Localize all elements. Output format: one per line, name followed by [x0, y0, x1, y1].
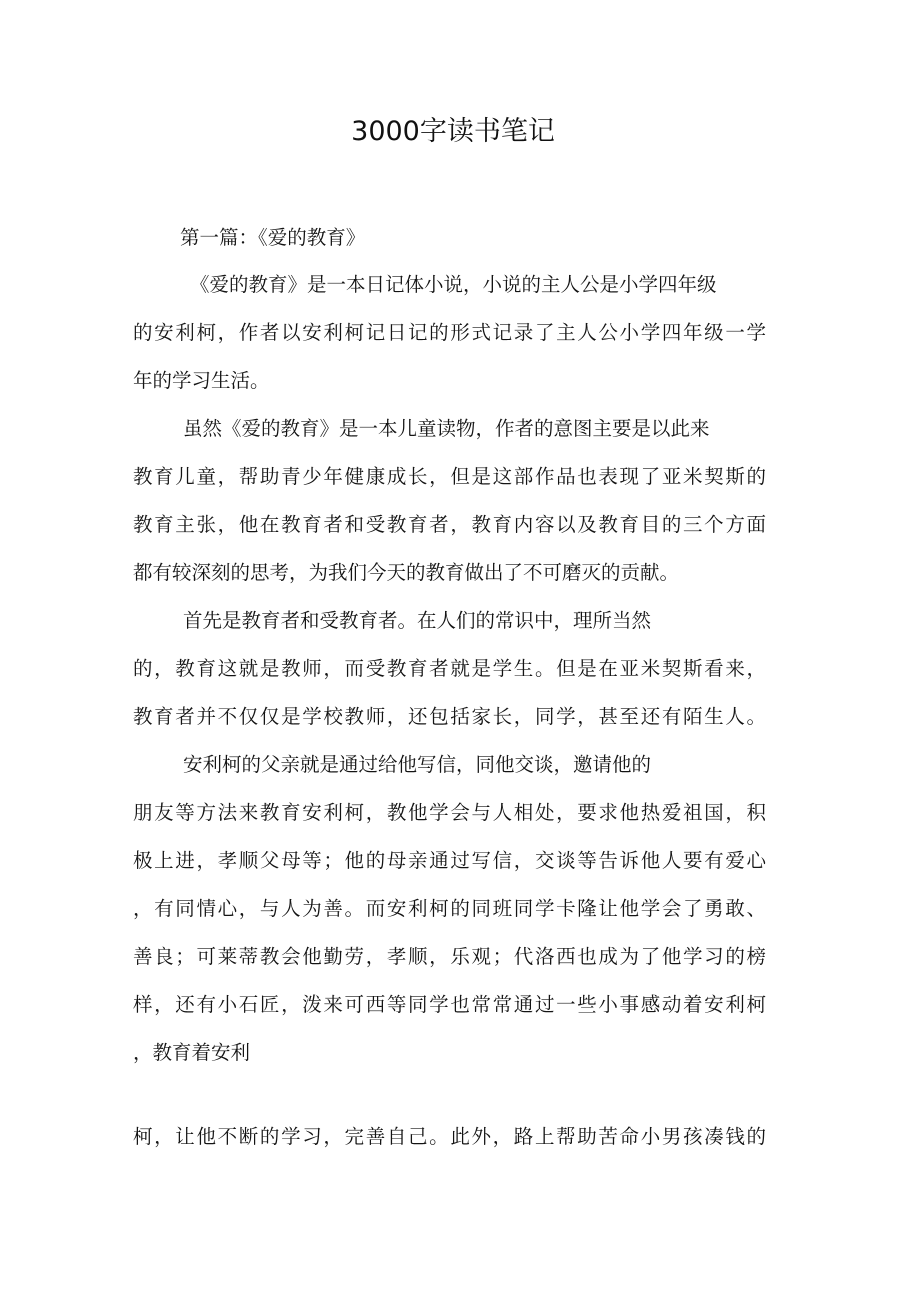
paragraph-line: 都有较深刻的思考，为我们今天的教育做出了不可磨灭的贡献。: [133, 561, 680, 584]
section-heading: 第一篇：《爱的教育》: [180, 226, 366, 249]
paragraph-line: ，有同情心，与人为善。而安利柯的同班同学卡隆让他学会了勇敢、: [133, 897, 766, 920]
paragraph-line: 安利柯的父亲就是通过给他写信，同他交谈，邀请他的: [183, 753, 652, 776]
paragraph-line: ，教育着安利: [133, 1041, 251, 1064]
paragraph-line: 教育主张，他在教育者和受教育者，教育内容以及教育目的三个方面: [133, 513, 766, 536]
paragraph-line: 的，教育这就是教师，而受教育者就是学生。但是在亚米契斯看来，: [133, 657, 766, 680]
paragraph-line: 年的学习生活。: [133, 369, 270, 392]
paragraph-line: 样，还有小石匠，泼来可西等同学也常常通过一些小事感动着安利柯: [133, 993, 766, 1016]
paragraph-line: 虽然《爱的教育》是一本儿童读物，作者的意图主要是以此来: [183, 417, 710, 440]
paragraph-line: 教育者并不仅仅是学校教师，还包括家长，同学，甚至还有陌生人。: [133, 705, 766, 728]
paragraph-line: 教育儿童，帮助青少年健康成长，但是这部作品也表现了亚米契斯的: [133, 465, 766, 488]
paragraph-line: 《爱的教育》是一本日记体小说，小说的主人公是小学四年级: [190, 273, 717, 296]
paragraph-line: 善良；可莱蒂教会他勤劳，孝顺，乐观；代洛西也成为了他学习的榜: [133, 945, 766, 968]
paragraph-line: 首先是教育者和受教育者。在人们的常识中，理所当然: [183, 609, 652, 632]
paragraph-line: 的安利柯，作者以安利柯记日记的形式记录了主人公小学四年级一学: [133, 321, 766, 344]
paragraph-line: 极上进，孝顺父母等；他的母亲通过写信，交谈等告诉他人要有爱心: [133, 849, 766, 872]
paragraph-line: 柯，让他不断的学习，完善自己。此外，路上帮助苦命小男孩凑钱的: [133, 1125, 766, 1148]
document-title: 3000字读书笔记: [351, 116, 555, 147]
paragraph-line: 朋友等方法来教育安利柯，教他学会与人相处，要求他热爱祖国，积: [133, 801, 766, 824]
